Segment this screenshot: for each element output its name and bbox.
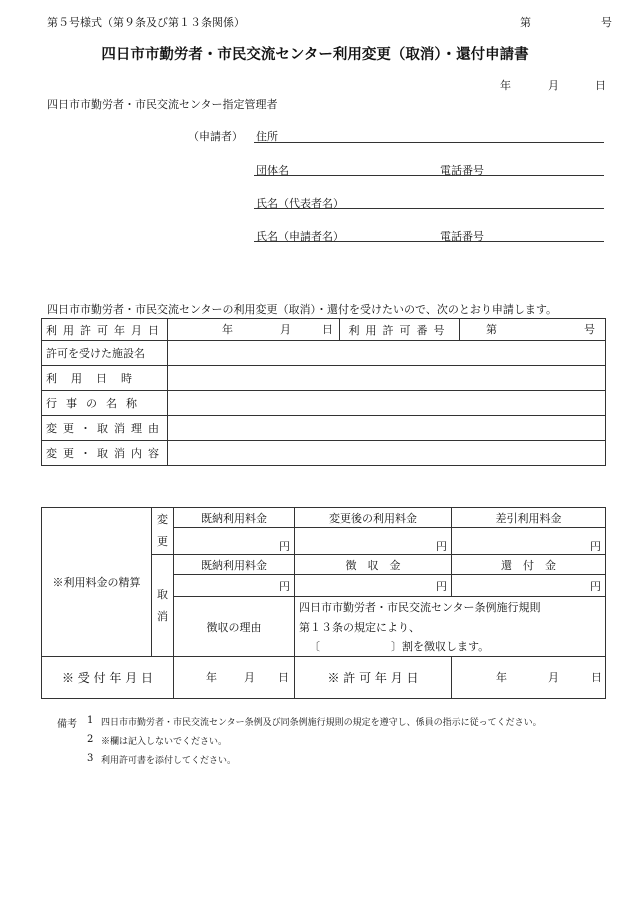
permit-date-field[interactable] <box>168 319 340 341</box>
rule-bracket-open: 〔 <box>309 639 320 653</box>
group-name-label: 団体名 <box>256 164 289 177</box>
page-title: 四日市市勤労者・市民交流センター利用変更（取消）・還付申請書 <box>101 47 529 63</box>
note-3-num: 3 <box>87 753 94 764</box>
diff-fee-field[interactable]: 円 <box>452 528 606 555</box>
notes-label: 備考 <box>57 719 77 730</box>
note-2-num: 2 <box>87 734 94 745</box>
form-number: 第５号様式（第９条及び第１３条関係） <box>47 16 245 29</box>
refund-field[interactable]: 円 <box>452 575 606 597</box>
paid-fee2-label: 既納利用料金 <box>174 555 295 575</box>
note-1: 四日市市勤労者・市民交流センター条例及び同条例施行規則の規定を遵守し、係員の指示に従ってください。 <box>101 718 542 728</box>
permit-no-dai: 第 <box>486 323 497 336</box>
fee-table <box>41 507 606 699</box>
collect-reason-label: 徴収の理由 <box>174 597 295 657</box>
henkou-char-2: 更 <box>157 535 168 548</box>
permit-date2-label: ※ 許 可 年 月 日 <box>295 657 452 699</box>
paid-fee-field[interactable]: 円 <box>174 528 295 555</box>
datetime-label: 利用日時 <box>42 366 168 391</box>
receipt-date-field[interactable] <box>174 657 295 699</box>
torikeshi-char-1: 取 <box>157 587 168 601</box>
rule-line-3[interactable] <box>295 637 606 657</box>
collect-label: 徴 収 金 <box>295 555 452 575</box>
henkou-char-1: 変 <box>157 513 168 526</box>
permit-no-go: 号 <box>584 323 595 336</box>
receipt-y: 年 <box>206 671 217 684</box>
paid-fee-label: 既納利用料金 <box>174 508 295 528</box>
facility-field[interactable] <box>168 341 606 366</box>
after-fee-field[interactable]: 円 <box>295 528 452 555</box>
addressee: 四日市市勤労者・市民交流センター指定管理者 <box>47 98 278 111</box>
permit2-d: 日 <box>591 671 602 684</box>
refund-label: 還 付 金 <box>452 555 606 575</box>
torikeshi-char-2: 消 <box>157 609 168 623</box>
name-rep-label: 氏名（代表者名） <box>256 197 344 210</box>
permit-date-d: 日 <box>322 323 333 336</box>
name-rep-line[interactable] <box>254 208 604 209</box>
receipt-m: 月 <box>244 671 255 684</box>
permit2-y: 年 <box>496 671 507 684</box>
note-2: ※欄は記入しないでください。 <box>101 737 228 747</box>
permit-date-m: 月 <box>280 323 291 336</box>
permit-no-field[interactable] <box>460 319 606 341</box>
permit-date-label: 利用許可年月日 <box>42 319 168 341</box>
event-field[interactable] <box>168 391 606 416</box>
doc-number-dai: 第 <box>520 16 531 29</box>
receipt-date-label: ※ 受 付 年 月 日 <box>42 657 174 699</box>
reason-label: 変更・取消理由 <box>42 416 168 441</box>
date-month: 月 <box>548 79 559 92</box>
applicant-label: （申請者） <box>188 130 243 143</box>
datetime-field[interactable] <box>168 366 606 391</box>
intro-text: 四日市市勤労者・市民交流センターの利用変更（取消）・還付を受けたいので、次のとおり申請します。 <box>47 303 557 316</box>
usage-table <box>41 318 606 466</box>
doc-number-go: 号 <box>601 16 612 29</box>
phone-label-2: 電話番号 <box>440 230 484 243</box>
rule-line-1: 四日市市勤労者・市民交流センター条例施行規則 <box>295 597 606 617</box>
content-field[interactable] <box>168 441 606 466</box>
address-line[interactable] <box>254 142 604 143</box>
phone-label-1: 電話番号 <box>440 164 484 177</box>
date-year: 年 <box>500 79 511 92</box>
permit-no-label: 利用許可番号 <box>340 319 460 341</box>
diff-fee-label: 差引利用料金 <box>452 508 606 528</box>
note-1-num: 1 <box>87 715 94 726</box>
permit-date2-field[interactable] <box>452 657 606 699</box>
paid-fee2-field[interactable]: 円 <box>174 575 295 597</box>
reason-field[interactable] <box>168 416 606 441</box>
rule-line-2: 第１３条の規定により、 <box>295 617 606 637</box>
after-fee-label: 変更後の利用料金 <box>295 508 452 528</box>
fee-settlement-label: ※利用料金の精算 <box>42 508 152 657</box>
receipt-d: 日 <box>278 671 289 684</box>
date-day: 日 <box>595 79 606 92</box>
permit-date-y: 年 <box>222 323 233 336</box>
note-3: 利用許可書を添付してください。 <box>101 756 237 766</box>
content-label: 変更・取消内容 <box>42 441 168 466</box>
event-label: 行事の名称 <box>42 391 168 416</box>
name-applicant-label: 氏名（申請者名） <box>256 230 344 243</box>
group-name-line[interactable] <box>254 175 604 176</box>
collect-field[interactable]: 円 <box>295 575 452 597</box>
rule-bracket-close: 〕割を徴収します。 <box>391 639 490 653</box>
name-applicant-line[interactable] <box>254 241 604 242</box>
facility-label: 許可を受けた施設名 <box>42 341 168 366</box>
henkou-label <box>152 508 174 555</box>
address-label: 住所 <box>256 130 278 143</box>
torikeshi-label <box>152 555 174 657</box>
permit2-m: 月 <box>548 671 559 684</box>
